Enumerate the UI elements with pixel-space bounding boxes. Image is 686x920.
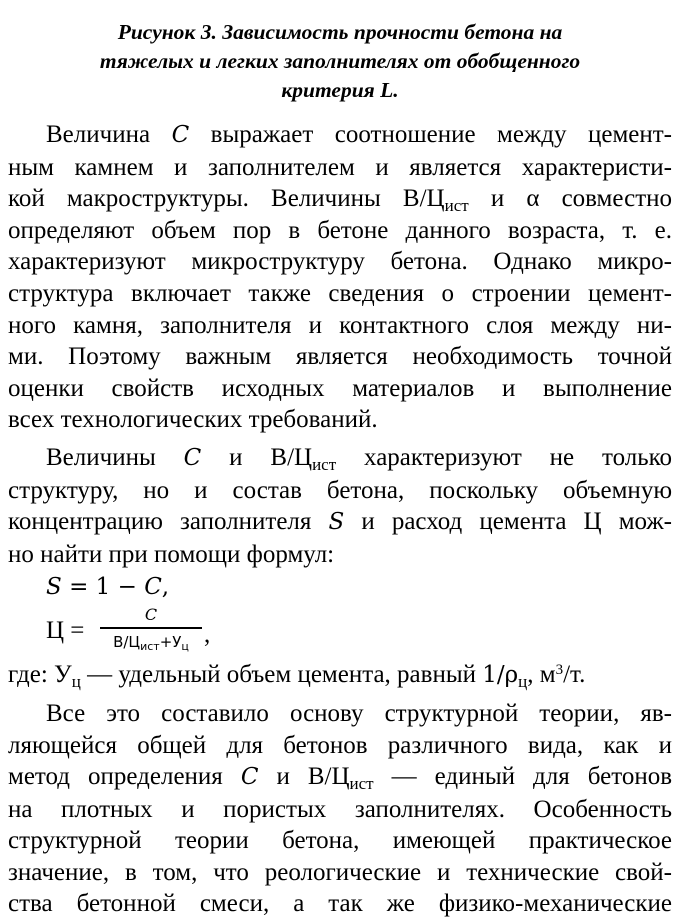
text-line: метод определения C и $В/Ц_{ист}$ — единый для бетонов xyxy=(8,763,672,794)
paragraph-3 xyxy=(8,698,672,920)
text-line: оценки свойств исходных материалов и выполнение xyxy=(8,374,672,402)
text-line: Все это составило основу структурной теории, яв- xyxy=(46,699,672,727)
formula-cement: Ц = C $В/Ц_{ист}+У_ц$ , xyxy=(46,605,211,653)
text-line: структурной теории бетона, имеющей практическое xyxy=(8,827,672,855)
fraction-bar xyxy=(100,627,202,628)
formula-s: S = 1 − C, xyxy=(46,574,170,601)
paragraph-2 xyxy=(8,442,672,570)
math-var: C xyxy=(171,122,190,148)
text-line: ным камнем и заполнителем и является характеристи- xyxy=(8,153,672,181)
text-line: ного камня, заполнителя и контактного слоя между ни- xyxy=(8,311,672,339)
math-var: S xyxy=(328,509,345,536)
figure-caption xyxy=(8,18,672,105)
fraction xyxy=(100,605,202,651)
caption-line-3: критерия L. xyxy=(281,78,399,102)
text-line: ства бетонной смеси, а так же физико-механические xyxy=(8,890,672,918)
math-var: C xyxy=(240,764,259,791)
text-line: ми. Поэтому важным является необходимость точной xyxy=(8,343,672,371)
where-line xyxy=(8,659,672,692)
text-line: всех технологических требований. xyxy=(8,406,378,434)
math-var: C xyxy=(183,444,202,471)
fraction-denominator: $В/Ц_{ист}+У_ц$ xyxy=(113,632,189,653)
formula-lhs: Ц = xyxy=(46,617,85,645)
text-line: определяют объем пор в бетоне данного возраста, т. е. xyxy=(8,216,672,244)
text-line: на плотных и пористых заполнителях. Особенность xyxy=(8,795,672,823)
text-line: кой макроструктуры. Величины $В/Ц_{ист}$ и α совместно xyxy=(8,185,672,216)
paragraph-1 xyxy=(8,119,672,436)
caption-line-2: тяжелых и легких заполнителях от обобщенного xyxy=(99,49,581,73)
fraction-numerator: C xyxy=(144,605,158,625)
text-line: структуру, но и состав бетона, поскольку объемную xyxy=(8,476,672,504)
text-line: ляющейся общей для бетонов различного вида, как и xyxy=(8,731,672,759)
text-line: Величина C выражает соотношение между цемент- xyxy=(46,121,672,148)
text-line: значение, в том, что реологические и технические свой- xyxy=(8,858,672,886)
text-line: характеризуют микроструктуру бетона. Однако микро- xyxy=(8,248,672,276)
text-line: структура включает также сведения о строении цемент- xyxy=(8,279,672,307)
body-text xyxy=(8,119,672,920)
text-line: Величины C и $В/Ц_{ист}$ характеризуют не только xyxy=(46,443,672,474)
document-page xyxy=(8,0,672,920)
caption-line-1: Рисунок 3. Зависимость прочности бетона на xyxy=(117,20,563,44)
text-line: но найти при помощи формул: xyxy=(8,540,335,568)
text-line: концентрацию заполнителя S и расход цемента Ц мож- xyxy=(8,508,672,536)
text-line: где: $У_ц$ — удельный объем цемента, равный $1/\rho_ц$, $м^3/т$. xyxy=(8,661,586,692)
